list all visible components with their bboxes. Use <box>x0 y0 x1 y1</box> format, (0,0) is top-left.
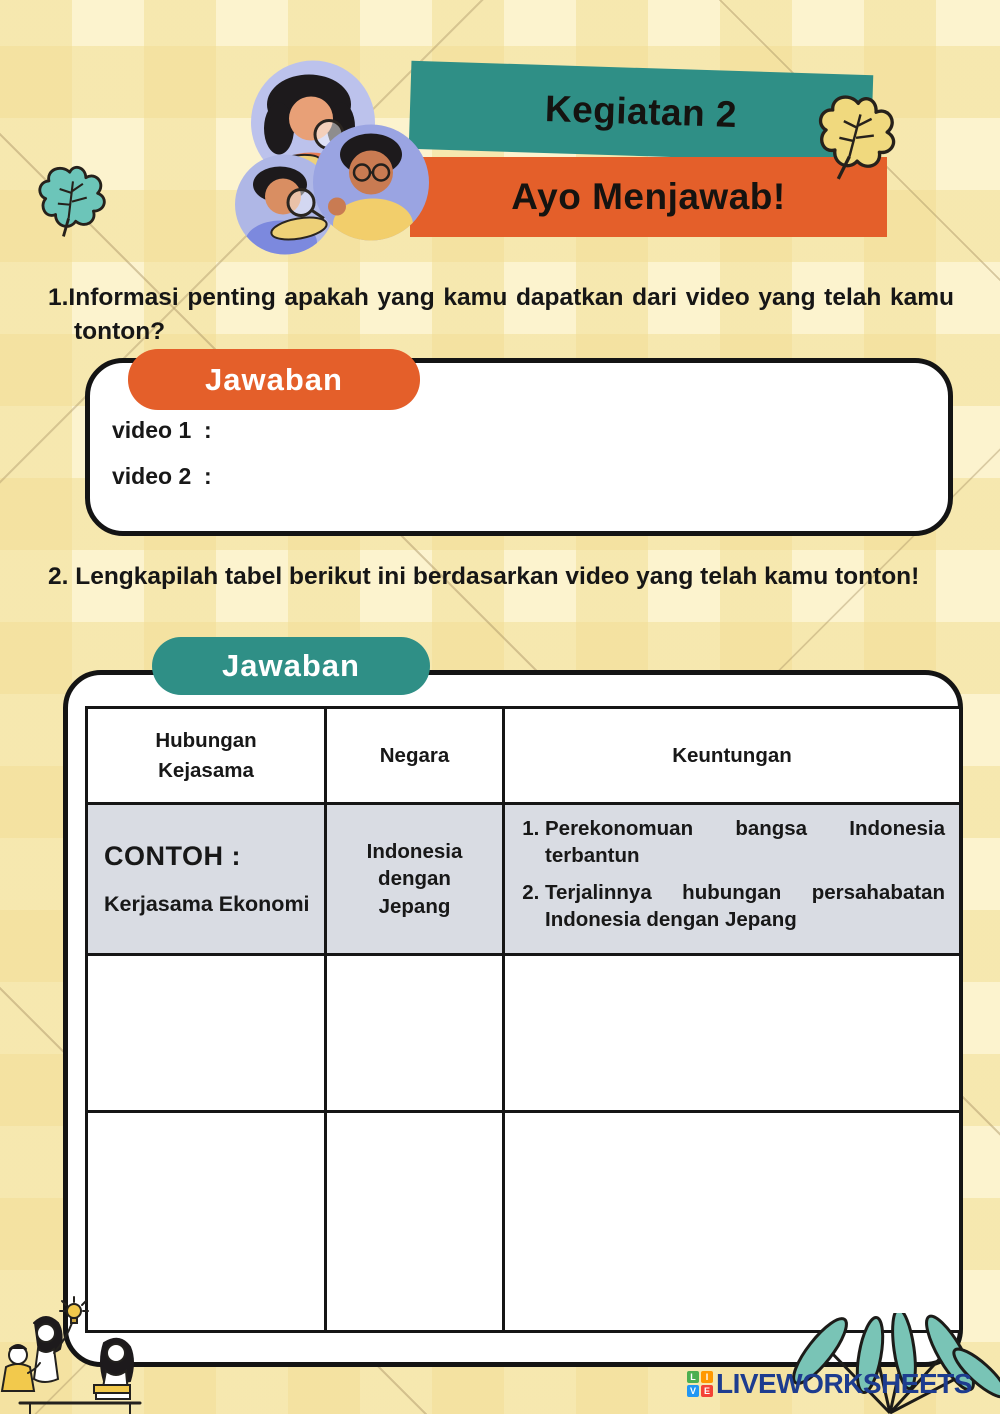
logo-square-i: I <box>701 1371 713 1383</box>
header-hubungan-kejasama <box>87 708 326 804</box>
video-1-answer-field[interactable] <box>222 415 912 445</box>
answer-row-1 <box>87 955 961 1112</box>
video-1-row <box>112 415 912 445</box>
logo-square-v: V <box>687 1385 699 1397</box>
question-2: 2. Lengkapilah tabel berikut ini berdasarkan video yang telah kamu tonton! <box>48 563 920 590</box>
answer-row-2 <box>87 1112 961 1332</box>
answer-label-2 <box>152 637 430 695</box>
header-keuntungan: Keuntungan <box>504 708 961 804</box>
teal-leaf-icon <box>38 158 114 248</box>
activity-title: Kegiatan 2 <box>544 87 738 136</box>
activity-banner <box>409 61 874 163</box>
answer-cell-r1-cooperation[interactable] <box>87 955 326 1112</box>
question-1: 1.Informasi penting apakah yang kamu dapatkan dari video yang telah kamu tonton? <box>48 284 954 345</box>
answer-cell-r2-benefits[interactable] <box>504 1112 961 1332</box>
benefit-item-2: 2. Terjalinnya hubungan persahabatan Indonesia dengan Jepang <box>545 879 945 933</box>
yellow-leaf-icon <box>813 90 908 190</box>
contoh-label: CONTOH : <box>104 841 241 872</box>
video-2-answer-field[interactable] <box>222 461 912 491</box>
benefit-item-1: 1. Perekonomuan bangsa Indonesia terbantun <box>545 815 945 869</box>
answer-cell-r2-country[interactable] <box>326 1112 504 1332</box>
answer-label-1-text: Jawaban <box>205 361 343 397</box>
students-studying-illustration <box>0 1293 165 1414</box>
answer-label-2-text: Jawaban <box>222 648 360 683</box>
activity-subtitle: Ayo Menjawab! <box>511 176 786 217</box>
cooperation-table-wrap <box>85 706 959 1333</box>
video-2-row <box>112 461 912 491</box>
cooperation-table <box>85 706 962 1333</box>
table-header-row <box>87 708 961 804</box>
answer-label-1 <box>128 349 420 410</box>
contoh-cooperation: Kerjasama Ekonomi <box>104 892 310 917</box>
logo-square-l: L <box>687 1371 699 1383</box>
liveworksheets-wordmark: LIVEWORKSHEETS <box>716 1368 972 1399</box>
header-negara: Negara <box>326 708 504 804</box>
benefits-list <box>517 815 945 933</box>
answer-cell-r1-benefits[interactable] <box>504 955 961 1112</box>
video-1-label: video 1 : <box>112 416 212 443</box>
answer-cell-r1-country[interactable] <box>326 955 504 1112</box>
example-country-cell: Indonesia dengan Jepang <box>326 804 504 955</box>
liveworksheets-logo-icon <box>687 1371 713 1397</box>
liveworksheets-logo <box>687 1368 972 1400</box>
example-row <box>87 804 961 955</box>
video-2-label: video 2 : <box>112 462 212 489</box>
example-benefits-cell <box>504 804 961 955</box>
team-investigating-illustration <box>225 52 430 257</box>
logo-square-e: E <box>701 1385 713 1397</box>
example-cooperation-cell <box>87 804 326 955</box>
header-hubungan-kejasama-text: Hubungan Kejasama <box>155 728 257 782</box>
